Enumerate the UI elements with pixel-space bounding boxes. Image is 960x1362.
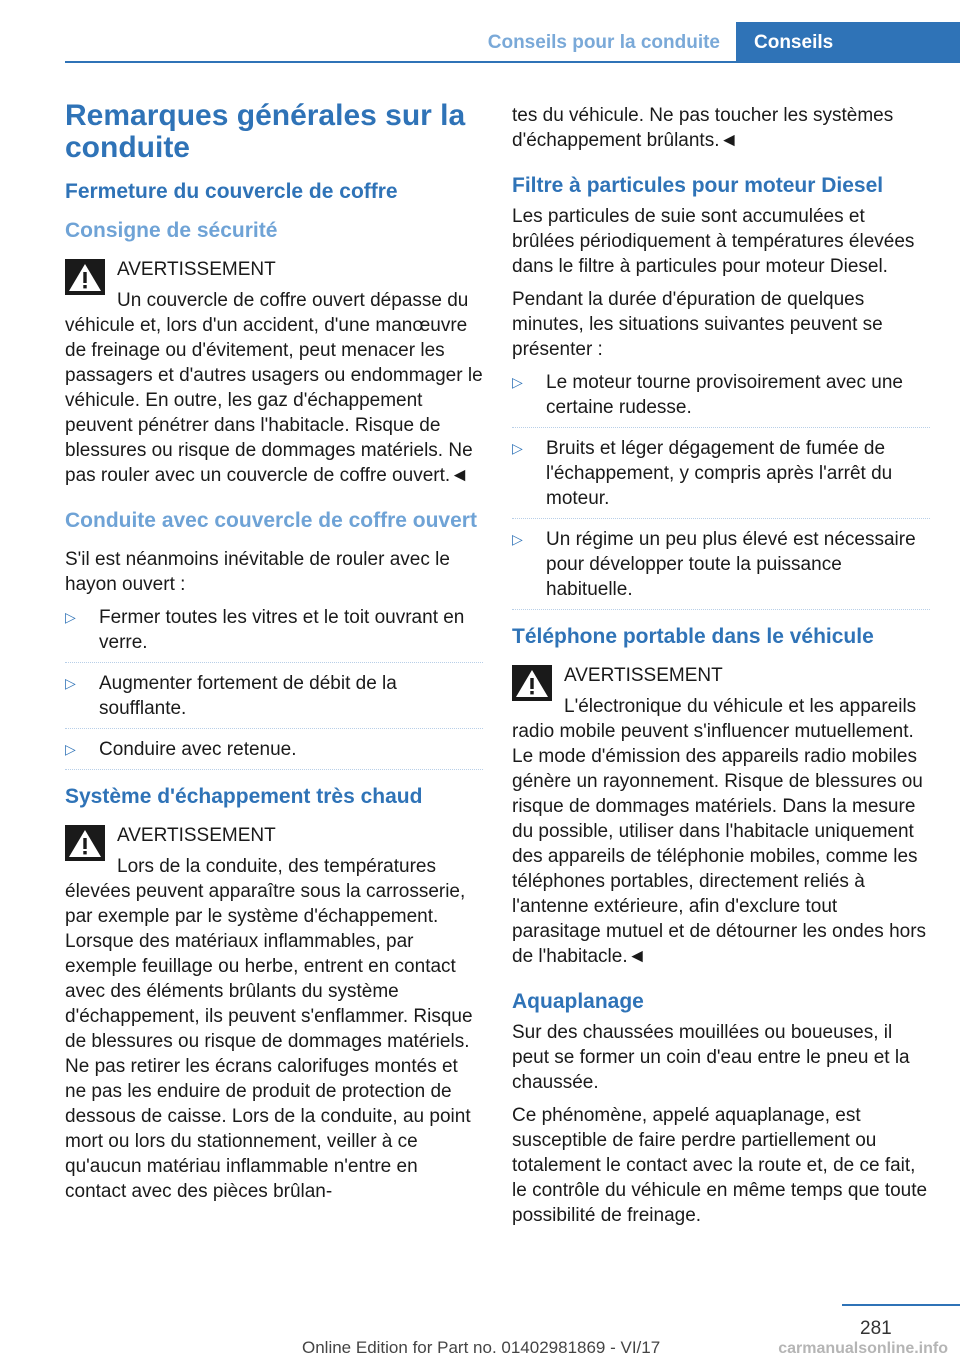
list-open-trunk [65,605,483,770]
triangle-bullet-icon: ▷ [65,609,76,625]
warning-body: Lors de la conduite, des températures élevées peuvent apparaître sous la carrosserie, par exemple par le système d'échappement. Lorsque des matériaux inflammables, par exemple feuillage ou herbe, entrent en contact avec des éléments brûlants du système d'échappement, ils peuvent s'enflammer. Risque de blessures ou risque de dommages matériels. Ne pas retirer les écrans calorifuges montés et ne pas les enduire de produit de protection de dessous de caisse. Lors de la conduite, au point mort ou lors du stationnement, veiller à ce qu'aucun matériau inflammable n'entre en contact avec des pièces brûlan- [65,856,473,1202]
list-item: ▷ Fermer toutes les vitres et le toit ouvrant en verre. [65,605,483,663]
list-item: ▷ Le moteur tourne provisoirement avec une certaine rudesse. [512,370,930,428]
warning-body: Un couvercle de coffre ouvert dépasse du véhicule et, lors d'un accident, d'une manœuvre de freinage ou d'évitement, peut menacer les passagers et d'autres usagers ou endommager le véhicule. En outre, les gaz d'échappement peuvent pénétrer dans l'habitacle. Risque de blessures ou risque de dommages matériels. Ne pas rouler avec un couvercle de coffre ouvert.◄ [65,290,483,486]
triangle-bullet-icon: ▷ [65,675,76,691]
footer-rule [842,1304,960,1306]
warning-mobile-phone [512,663,930,969]
warning-trunk-lid [65,257,483,488]
heading-diesel-filter: Filtre à particules pour moteur Diesel [512,174,884,197]
page-number: 281 [860,1318,892,1339]
right-column [512,103,930,1236]
list-diesel [512,370,930,610]
heading-driving-open-trunk: Conduite avec couvercle de coffre ouvert [65,509,477,532]
watermark: carmanualsonline.info [778,1340,948,1357]
triangle-bullet-icon: ▷ [512,531,523,547]
paragraph-continuation: tes du véhicule. Ne pas toucher les systèmes d'échappement brûlants.◄ [512,105,894,151]
footer-edition: Online Edition for Part no. 01402981869 - VI/17 [302,1338,661,1357]
triangle-bullet-icon: ▷ [65,741,76,757]
paragraph-aquaplaning-1: Sur des chaussées mouillées ou boueuses, il peut se former un coin d'eau entre le pneu et la chaussée. [512,1022,910,1093]
header-rule [65,61,960,63]
page-title: Remarques générales sur la conduite [65,99,466,164]
warning-title: AVERTISSEMENT [564,665,723,686]
heading-safety-note: Consigne de sécurité [65,219,278,242]
paragraph-open-trunk-intro: S'il est néanmoins inévitable de rouler avec le hayon ouvert : [65,549,450,595]
header-tab: Conseils [736,22,960,62]
paragraph-aquaplaning-2: Ce phénomène, appelé aquaplanage, est susceptible de faire perdre partiellement ou totalement le contact avec la route et, de ce fait, le contrôle du véhicule en même temps que toute possibilité de freinage. [512,1105,928,1226]
heading-trunk-lid: Fermeture du couvercle de coffre [65,180,398,203]
list-item: ▷ Bruits et léger dégagement de fumée de l'échappement, y compris après l'arrêt du moteur. [512,436,930,519]
list-item: ▷ Augmenter fortement de débit de la soufflante. [65,671,483,729]
left-column [65,100,483,1224]
header-section-title: Conseils pour la conduite [487,32,720,53]
heading-hot-exhaust: Système d'échappement très chaud [65,785,423,808]
warning-triangle-icon [65,825,105,861]
list-item: ▷ Un régime un peu plus élevé est nécessaire pour développer toute la puissance habituelle. [512,527,930,610]
warning-hot-exhaust [65,823,483,1204]
warning-title: AVERTISSEMENT [117,825,276,846]
list-item: ▷ Conduire avec retenue. [65,737,483,770]
warning-triangle-icon [65,259,105,295]
paragraph-diesel-1: Les particules de suie sont accumulées et brûlées périodiquement à températures élevées dans le filtre à particules pour moteur Diesel. [512,206,915,277]
heading-mobile-phone: Téléphone portable dans le véhicule [512,625,874,648]
warning-title: AVERTISSEMENT [117,259,276,280]
warning-triangle-icon [512,665,552,701]
triangle-bullet-icon: ▷ [512,440,523,456]
triangle-bullet-icon: ▷ [512,374,523,390]
heading-aquaplaning: Aquaplanage [512,990,644,1013]
warning-body: L'électronique du véhicule et les appareils radio mobile peuvent s'influencer mutuellement. Le mode d'émission des appareils radio mobiles génère un rayonnement. Risque de blessures ou risque de dommages matériels. Dans la mesure du possible, utiliser dans l'habitacle uniquement des appareils de téléphonie mobiles, comme les téléphones portables, directement reliés à l'antenne extérieure, afin d'exclure tout parasitage mutuel et de détourner les ondes hors de l'habitacle.◄ [512,696,927,967]
paragraph-diesel-2: Pendant la durée d'épuration de quelques minutes, les situations suivantes peuvent se présenter : [512,289,883,360]
